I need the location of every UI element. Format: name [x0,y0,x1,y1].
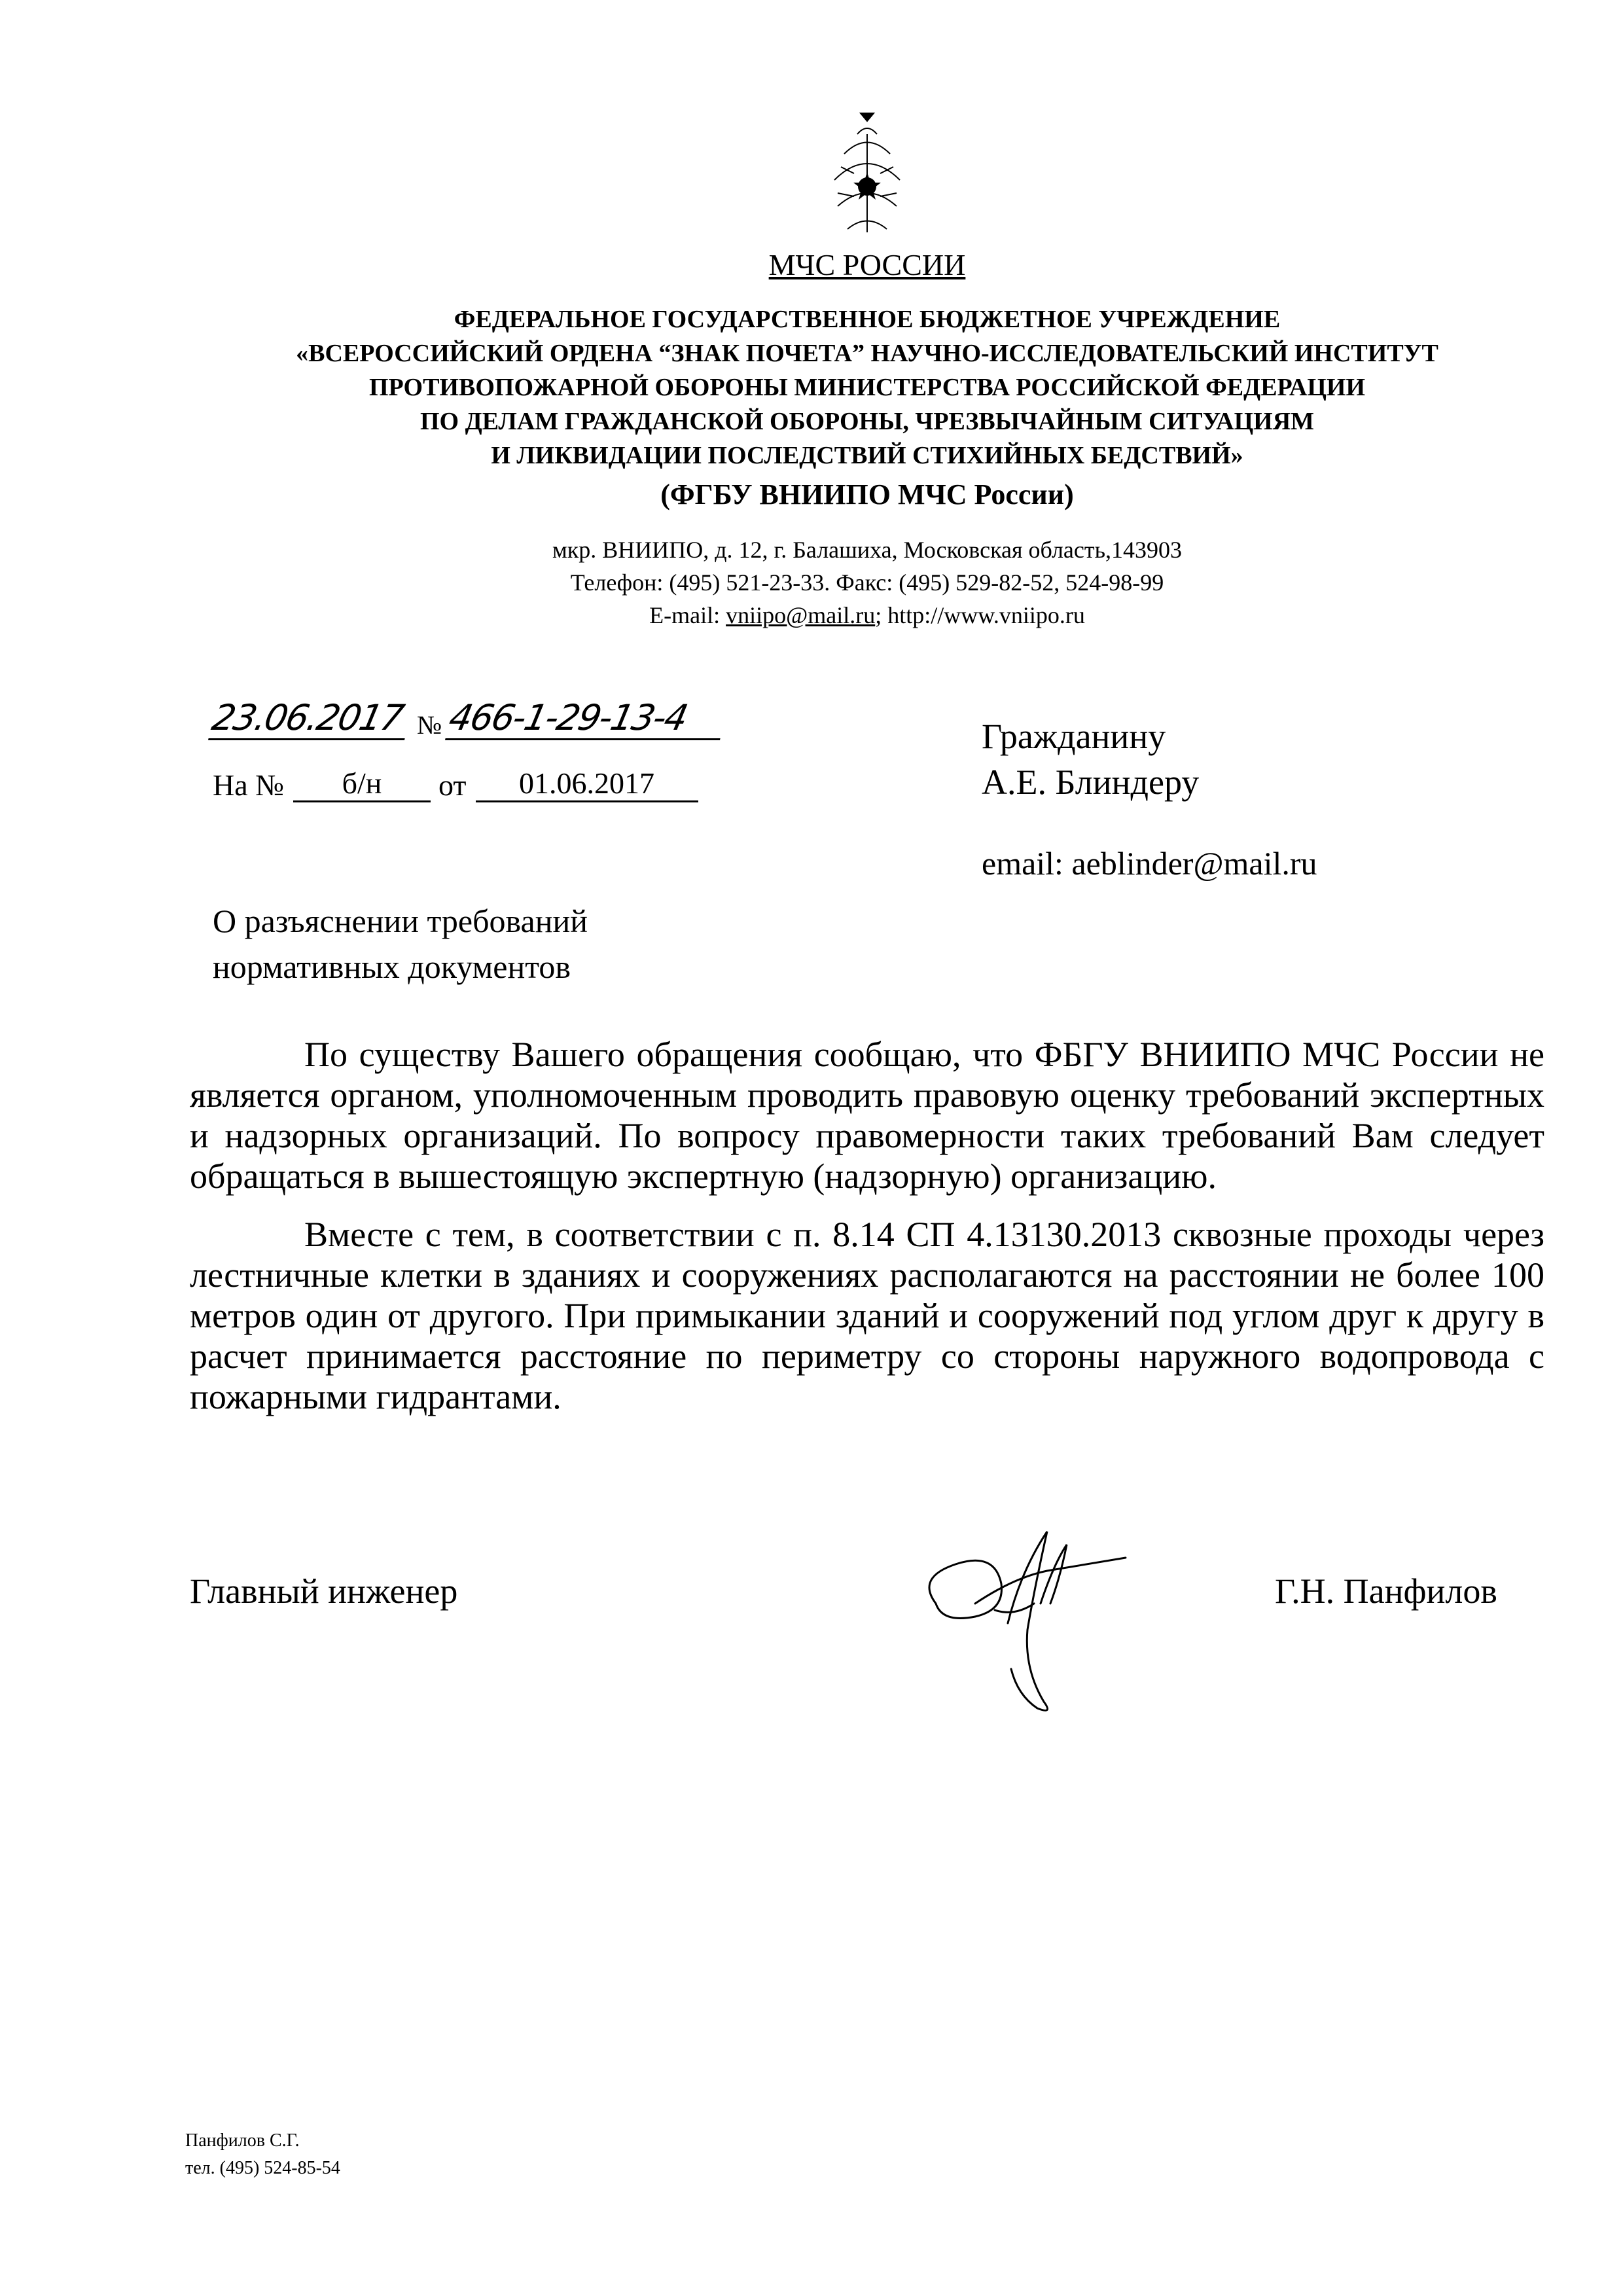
paragraph-1-text: По существу Вашего обращения сообщаю, что ФБГУ ВНИИПО МЧС России не является органом, уполномоченным проводить правовую оценку требований экспертных и надзорных организаций. По вопросу правомерности таких требований Вам следует обращаться в вышестоящую экспертную (надзорную) организацию. [190,1035,1544,1196]
number-sign: № [417,710,442,740]
handwritten-signature [897,1505,1145,1715]
outgoing-number: 466-1-29-13-4 [445,697,729,740]
website: ; http://www.vniipo.ru [875,602,1085,628]
signatory-title: Главный инженер [190,1571,458,1611]
email-label: E-mail: [649,602,726,628]
paragraph-2-text: Вместе с тем, в соответствии с п. 8.14 СП 4.13130.2013 сквозные проходы через лестничные клетки в зданиях и сооружениях располагаются на расстоянии не более 100 метров один от другого. При примыкании зданий и сооружений под углом друг к другу в расчет принимается расстояние по периметру со стороны наружного водопровода с пожарными гидрантами. [190,1215,1544,1416]
signatory-name: Г.Н. Панфилов [1275,1571,1497,1611]
ministry-heading: МЧС РОССИИ [768,248,966,281]
phone-fax: Телефон: (495) 521-23-33. Факс: (495) 529-82-52, 524-98-99 [570,569,1164,596]
subject-line1: О разъяснении требований [213,903,588,939]
incoming-reference [213,766,698,802]
incoming-prefix: На № [213,768,285,802]
organization-abbreviation: (ФГБУ ВНИИПО МЧС России) [660,478,1074,511]
executor-info [185,2127,340,2182]
organization-line: ФЕДЕРАЛЬНОЕ ГОСУДАРСТВЕННОЕ БЮДЖЕТНОЕ УЧРЕЖДЕНИЕ [454,306,1281,333]
organization-line: ПО ДЕЛАМ ГРАЖДАНСКОЙ ОБОРОНЫ, ЧРЕЗВЫЧАЙНЫМ СИТУАЦИЯМ [419,408,1315,435]
addressee-email: email: aeblinder@mail.ru [982,845,1317,882]
addressee [982,713,1199,805]
outgoing-date: 23.06.2017 [208,697,414,740]
from-label: от [438,768,467,802]
organization-name [0,302,1623,473]
organization-line: «ВСЕРОССИЙСКИЙ ОРДЕНА “ЗНАК ПОЧЕТА” НАУЧНО-ИССЛЕДОВАТЕЛЬСКИЙ ИНСТИТУТ [296,340,1438,367]
letter-subject [213,898,588,990]
subject-line2: нормативных документов [213,948,571,985]
incoming-date: 01.06.2017 [476,766,698,802]
mchs-emblem-icon [818,108,916,245]
body-paragraph-1 [190,1034,1544,1196]
organization-line: И ЛИКВИДАЦИИ ПОСЛЕДСТВИЙ СТИХИЙНЫХ БЕДСТВИЙ» [491,442,1243,469]
addressee-line1: Гражданину [982,717,1166,756]
incoming-number: б/н [293,766,431,802]
email-web-line [0,599,1623,632]
executor-name: Панфилов С.Г. [185,2130,300,2151]
executor-phone: тел. (495) 524-85-54 [185,2158,340,2178]
body-paragraph-2 [190,1214,1544,1417]
organization-contacts [0,533,1623,632]
outgoing-registration [208,697,724,740]
organization-line: ПРОТИВОПОЖАРНОЙ ОБОРОНЫ МИНИСТЕРСТВА РОССИЙСКОЙ ФЕДЕРАЦИИ [368,374,1366,401]
address: мкр. ВНИИПО, д. 12, г. Балашиха, Московская область,143903 [552,537,1183,563]
org-email-link[interactable]: vniipo@mail.ru [726,602,876,628]
addressee-line2: А.Е. Блиндеру [982,762,1200,802]
